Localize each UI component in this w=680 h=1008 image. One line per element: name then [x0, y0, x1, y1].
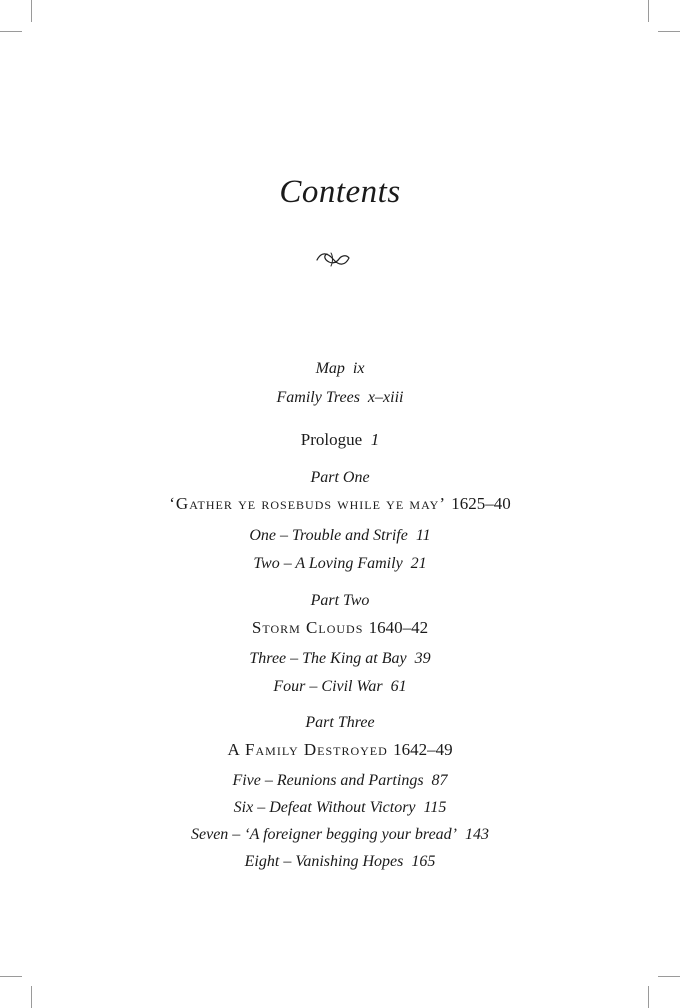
entry-page: 61 [390, 678, 407, 695]
entry-page: x–xiii [367, 389, 404, 406]
entry-label: Four – Civil War [273, 678, 383, 695]
toc-entry-prologue[interactable] [0, 430, 680, 450]
crop-mark-top-right [648, 0, 649, 22]
part-label: Part Three [305, 714, 375, 731]
toc-entry-chapter[interactable] [0, 826, 680, 844]
part-heading-text: A Family Destroyed [227, 740, 388, 759]
part-heading-text: Storm Clouds [251, 618, 364, 637]
entry-page: 39 [414, 650, 431, 667]
entry-label: Map [315, 360, 345, 377]
crop-mark-bottom-left [31, 986, 32, 1008]
entry-label: Seven – ‘A foreigner begging your bread’ [190, 826, 457, 843]
toc-entry-chapter[interactable] [0, 799, 680, 817]
part-heading[interactable] [0, 740, 680, 760]
crop-mark-top-left-h [0, 31, 22, 32]
entry-label: One – Trouble and Strife [249, 527, 408, 544]
toc-entry-chapter[interactable] [0, 527, 680, 545]
entry-label: Two – A Loving Family [253, 555, 403, 572]
entry-page: 11 [415, 527, 431, 544]
entry-label: Five – Reunions and Partings [232, 772, 424, 789]
entry-page: 1 [370, 430, 380, 449]
crop-mark-top-right-h [658, 31, 680, 32]
toc-entry-chapter[interactable] [0, 772, 680, 790]
entry-page: 87 [431, 772, 448, 789]
toc-entry-chapter[interactable] [0, 555, 680, 573]
page-title: Contents [279, 174, 401, 210]
part-heading-text: ‘Gather ye rosebuds while ye may’ [169, 494, 446, 513]
entry-label: Six – Defeat Without Victory [233, 799, 416, 816]
toc-entry-chapter[interactable] [0, 853, 680, 871]
toc-entry-chapter[interactable] [0, 650, 680, 668]
entry-page: 165 [411, 853, 436, 870]
entry-label: Prologue [300, 430, 363, 449]
part-heading[interactable] [0, 618, 680, 638]
crop-mark-bottom-left-h [0, 976, 22, 977]
toc-entry-chapter[interactable] [0, 678, 680, 696]
entry-page: 21 [410, 555, 427, 572]
crop-mark-bottom-right [648, 986, 649, 1008]
part-years: 1625–40 [451, 494, 511, 513]
entry-label: Three – The King at Bay [249, 650, 407, 667]
part-heading[interactable] [0, 494, 680, 514]
crop-mark-top-left [31, 0, 32, 22]
crop-mark-bottom-right-h [658, 976, 680, 977]
entry-label: Family Trees [276, 389, 360, 406]
toc-entry-map[interactable] [0, 360, 680, 378]
part-label: Part Two [310, 592, 370, 609]
entry-page: ix [352, 360, 365, 377]
part-years: 1642–49 [393, 740, 453, 759]
part-label: Part One [310, 469, 370, 486]
part-years: 1640–42 [368, 618, 429, 637]
entry-page: 115 [423, 799, 447, 816]
flourish-ornament-icon [315, 248, 351, 270]
entry-page: 143 [465, 826, 489, 843]
toc-entry-family-trees[interactable] [0, 389, 680, 407]
entry-label: Eight – Vanishing Hopes [244, 853, 404, 870]
